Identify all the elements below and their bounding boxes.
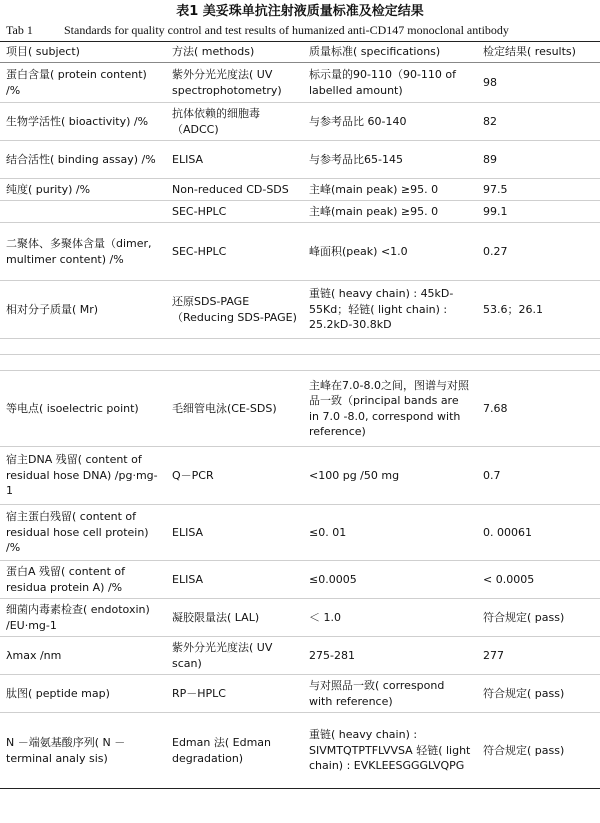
cell-subject bbox=[0, 355, 166, 371]
table-title-en-text: Standards for quality control and test results of humanized anti-CD147 monoclonal antibody bbox=[64, 23, 509, 37]
cell-method: RP－HPLC bbox=[166, 675, 305, 713]
cell-subject: N －端氨基酸序列( N －terminal analy sis) bbox=[0, 713, 166, 789]
cell-method: Q－PCR bbox=[166, 447, 305, 505]
cell-method: Edman 法( Edman degradation) bbox=[166, 713, 305, 789]
cell-result bbox=[475, 339, 600, 355]
table-row bbox=[0, 447, 600, 505]
cell-method: 紫外分光光度法( UV spectrophotometry) bbox=[166, 63, 305, 103]
cell-specification: 主峰在7.0-8.0之间，图谱与对照品一致（principal bands are in 7.0 -8.0, correspond with reference) bbox=[305, 371, 475, 447]
cell-subject bbox=[0, 201, 166, 223]
table-row-empty bbox=[0, 355, 600, 371]
cell-subject: 宿主DNA 残留( content of residual hose DNA) /pg·mg-1 bbox=[0, 447, 166, 505]
cell-result: 符合规定( pass) bbox=[475, 599, 600, 637]
cell-method: 还原SDS-PAGE（Reducing SDS-PAGE) bbox=[166, 281, 305, 339]
cell-subject: 等电点( isoelectric point) bbox=[0, 371, 166, 447]
cell-method: SEC-HPLC bbox=[166, 201, 305, 223]
cell-specification: 275-281 bbox=[305, 637, 475, 675]
cell-result bbox=[475, 355, 600, 371]
cell-result: 符合规定( pass) bbox=[475, 675, 600, 713]
header-subject: 项目( subject) bbox=[0, 42, 166, 63]
table-row bbox=[0, 505, 600, 561]
cell-subject: 蛋白含量( protein content) /% bbox=[0, 63, 166, 103]
table-row bbox=[0, 201, 600, 223]
cell-subject: 相对分子质量( Mr) bbox=[0, 281, 166, 339]
cell-subject: 二聚体、多聚体含量（dimer, multimer content) /% bbox=[0, 223, 166, 281]
cell-subject: 结合活性( binding assay) /% bbox=[0, 141, 166, 179]
cell-result: 0.7 bbox=[475, 447, 600, 505]
cell-result: < 0.0005 bbox=[475, 561, 600, 599]
cell-subject: 肽图( peptide map) bbox=[0, 675, 166, 713]
table-row bbox=[0, 141, 600, 179]
cell-method: 毛细管电泳(CE-SDS) bbox=[166, 371, 305, 447]
cell-result: 53.6；26.1 bbox=[475, 281, 600, 339]
cell-result: 98 bbox=[475, 63, 600, 103]
quality-standards-table bbox=[0, 41, 600, 789]
table-row bbox=[0, 281, 600, 339]
cell-method: Non-reduced CD-SDS bbox=[166, 179, 305, 201]
cell-subject: 生物学活性( bioactivity) /% bbox=[0, 103, 166, 141]
table-row bbox=[0, 561, 600, 599]
cell-specification: ＜ 1.0 bbox=[305, 599, 475, 637]
header-results: 检定结果( results) bbox=[475, 42, 600, 63]
table-row bbox=[0, 371, 600, 447]
table-header-row bbox=[0, 42, 600, 63]
cell-subject bbox=[0, 339, 166, 355]
cell-specification: <100 pg /50 mg bbox=[305, 447, 475, 505]
cell-specification: ≤0. 01 bbox=[305, 505, 475, 561]
table-row bbox=[0, 223, 600, 281]
cell-method: 凝胶限量法( LAL) bbox=[166, 599, 305, 637]
cell-method: ELISA bbox=[166, 561, 305, 599]
cell-subject: 蛋白A 残留( content of residua protein A) /% bbox=[0, 561, 166, 599]
cell-specification: 峰面积(peak) <1.0 bbox=[305, 223, 475, 281]
cell-result: 82 bbox=[475, 103, 600, 141]
table-row bbox=[0, 637, 600, 675]
cell-specification: 主峰(main peak) ≥95. 0 bbox=[305, 201, 475, 223]
table-number: Tab 1 bbox=[6, 23, 33, 37]
table-row bbox=[0, 103, 600, 141]
cell-result: 7.68 bbox=[475, 371, 600, 447]
cell-method bbox=[166, 355, 305, 371]
table-title-cn: 表1 美妥珠单抗注射液质量标准及检定结果 bbox=[176, 4, 424, 19]
header-specifications: 质量标准( specifications) bbox=[305, 42, 475, 63]
cell-subject: λmax /nm bbox=[0, 637, 166, 675]
cell-subject: 细菌内毒素检查( endotoxin) /EU·mg-1 bbox=[0, 599, 166, 637]
cell-subject: 宿主蛋白残留( content of residual hose cell protein) /% bbox=[0, 505, 166, 561]
table-title-en bbox=[6, 22, 598, 38]
cell-specification: 与参考品比 60-140 bbox=[305, 103, 475, 141]
cell-result: 0. 00061 bbox=[475, 505, 600, 561]
cell-result: 符合规定( pass) bbox=[475, 713, 600, 789]
cell-result: 0.27 bbox=[475, 223, 600, 281]
cell-specification: 标示量的90-110（90-110 of labelled amount) bbox=[305, 63, 475, 103]
cell-method: ELISA bbox=[166, 141, 305, 179]
cell-specification: 与对照品一致( correspond with reference) bbox=[305, 675, 475, 713]
cell-specification: ≤0.0005 bbox=[305, 561, 475, 599]
cell-result: 277 bbox=[475, 637, 600, 675]
cell-method bbox=[166, 339, 305, 355]
table-row bbox=[0, 675, 600, 713]
cell-result: 97.5 bbox=[475, 179, 600, 201]
cell-result: 89 bbox=[475, 141, 600, 179]
header-methods: 方法( methods) bbox=[166, 42, 305, 63]
cell-specification: 重链( heavy chain) : SIVMTQTPTFLVVSA 轻链( light chain) : EVKLEESGGGLVQPG bbox=[305, 713, 475, 789]
table-row bbox=[0, 599, 600, 637]
cell-method: 紫外分光光度法( UV scan) bbox=[166, 637, 305, 675]
table-row bbox=[0, 713, 600, 789]
cell-specification: 重链( heavy chain) : 45kD-55Kd；轻链( light chain) : 25.2kD-30.8kD bbox=[305, 281, 475, 339]
cell-result: 99.1 bbox=[475, 201, 600, 223]
cell-specification bbox=[305, 355, 475, 371]
cell-specification bbox=[305, 339, 475, 355]
cell-method: ELISA bbox=[166, 505, 305, 561]
cell-specification: 与参考品比65-145 bbox=[305, 141, 475, 179]
table-row bbox=[0, 63, 600, 103]
cell-method: 抗体依赖的细胞毒（ADCC) bbox=[166, 103, 305, 141]
cell-specification: 主峰(main peak) ≥95. 0 bbox=[305, 179, 475, 201]
table-row bbox=[0, 179, 600, 201]
table-row-empty bbox=[0, 339, 600, 355]
cell-subject: 纯度( purity) /% bbox=[0, 179, 166, 201]
cell-method: SEC-HPLC bbox=[166, 223, 305, 281]
